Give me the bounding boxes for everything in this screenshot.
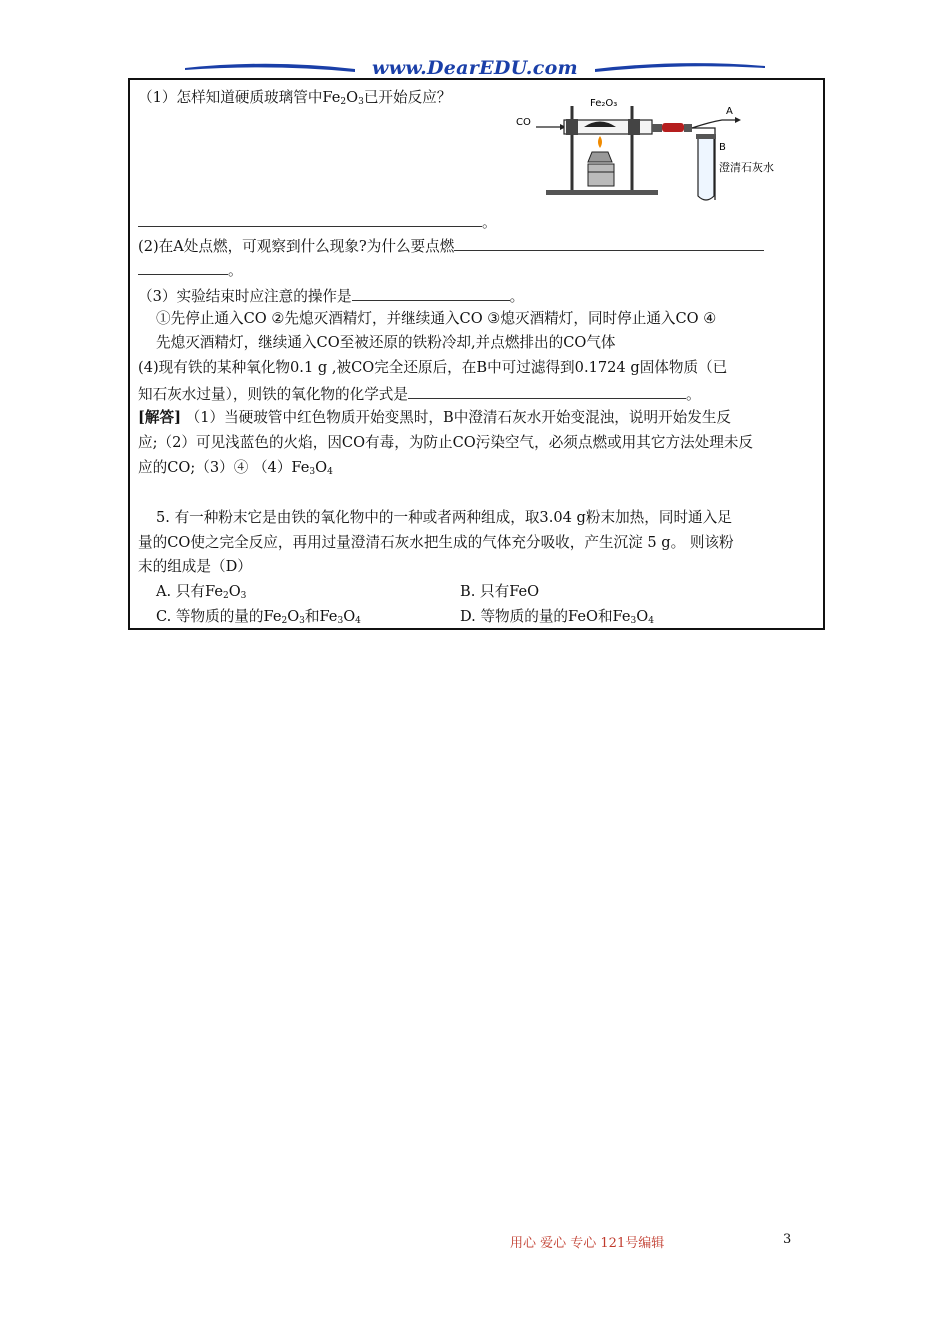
q5-option-c[interactable]: C. 等物质的量的$Fe_2O_3$和$Fe_3O_4$ <box>156 608 361 626</box>
page-number: 3 <box>783 1232 792 1247</box>
answer-blank[interactable] <box>138 211 482 227</box>
q5-line-2: 量的CO使之完全反应，再用过量澄清石灰水把生成的气体充分吸收，产生沉淀 5 g。 则该粉 <box>138 534 734 551</box>
answer-blank[interactable] <box>138 259 228 275</box>
answer-blank[interactable] <box>408 383 686 399</box>
apparatus-diagram <box>510 92 810 204</box>
fe2o3-label: Fe₂O₃ <box>590 98 618 109</box>
a-label: A <box>726 106 733 117</box>
q4-part3-options-cont: 先熄灭酒精灯，继续通入CO至被还原的铁粉冷却,并点燃排出的CO气体 <box>156 334 616 351</box>
limewater-label: 澄清石灰水 <box>719 161 774 174</box>
q4-part2-answer-line: 。 <box>138 259 243 281</box>
q4-part2-question: (2)在A处点燃，可观察到什么现象?为什么要点燃 <box>138 235 764 257</box>
q5-line-3: 末的组成是（D） <box>138 558 252 575</box>
answer-line-3: 应的CO;（3）④ $(4)Fe_3O_4$ <box>138 459 333 477</box>
q4-part3-options: ①先停止通入CO ②先熄灭酒精灯，并继续通入CO ③熄灭酒精灯，同时停止通入CO ④ <box>156 310 717 327</box>
q4-part4-question: (4)现有铁的某种氧化物0.1 g ,被CO完全还原后，在B中可过滤得到0.1724 g固体物质（已 <box>138 359 728 376</box>
co-label: CO <box>516 117 531 128</box>
q5-option-b[interactable]: B. 只有FeO <box>460 583 540 600</box>
footer-slogan: 用心 爱心 专心 121号编辑 <box>510 1236 665 1251</box>
q5-line-1: 5. 有一种粉末它是由铁的氧化物中的一种或者两种组成，取3.04 g粉末加热，同时通入足 <box>156 509 732 526</box>
b-label: B <box>719 142 726 153</box>
q4-part1-question: （1）怎样知道硬质玻璃管中$Fe_2O_3$已开始反应？ <box>138 89 452 107</box>
q4-part3-question: （3）实验结束时应注意的操作是 。 <box>138 285 524 307</box>
answer-label: [解答] <box>138 409 181 426</box>
answer-blank[interactable] <box>352 285 510 301</box>
answer-line-2: 应;（2）可见浅蓝色的火焰，因CO有毒，为防止CO污染空气，必须点燃或用其它方法处理未反 <box>138 434 754 451</box>
site-url[interactable]: www.DearEDU.com <box>372 57 578 79</box>
q4-part1-answer-line: 。 <box>138 211 497 233</box>
q5-option-d[interactable]: D. 等物质的量的FeO和$Fe_3O_4$ <box>460 608 654 626</box>
q4-part4-question-cont: 知石灰水过量），则铁的氧化物的化学式是 。 <box>138 383 701 405</box>
answer-blank[interactable] <box>454 235 764 251</box>
answer-line-1: [解答] （1）当硬玻管中红色物质开始变黑时，B中澄清石灰水开始变混浊，说明开始发生反 <box>138 409 732 426</box>
q5-option-a[interactable]: A. 只有$Fe_2O_3$ <box>156 583 247 601</box>
